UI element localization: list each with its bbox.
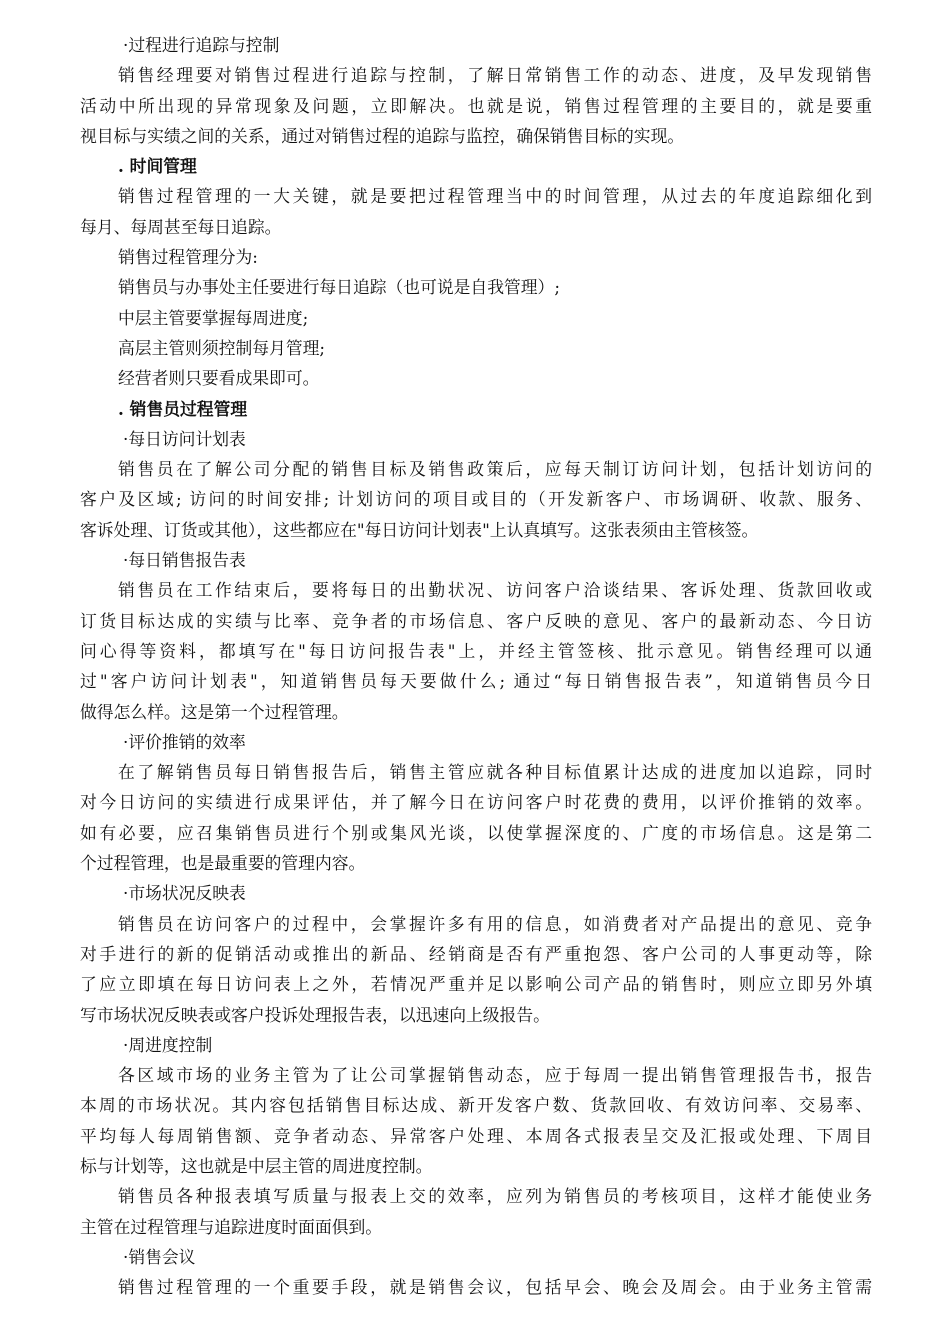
paragraph-line: 过"客户访问计划表"，知道销售员每天要做什么; 通过“每日销售报告表”，知道销售员今日: [80, 671, 872, 692]
paragraph-line: 主管在过程管理与追踪进度时面面俱到。: [80, 1216, 383, 1237]
paragraph-line: 问心得等资料，都填写在"每日访问报告表"上，并经主管签核、批示意见。销售经理可以通: [80, 640, 872, 661]
list-item: 中层主管要掌握每周进度;: [118, 307, 309, 328]
paragraph-line: 销售经理要对销售过程进行追踪与控制，了解日常销售工作的动态、进度，及早发现销售: [118, 65, 872, 86]
document-page: [80, 30, 872, 1302]
list-item: 高层主管则须控制每月管理;: [118, 337, 326, 358]
paragraph-line: 销售过程管理分为:: [118, 247, 258, 268]
paragraph-line: 标与计划等，这也就是中层主管的周进度控制。: [80, 1155, 433, 1176]
paragraph-line: 如有必要，应召集销售员进行个别或集风光谈，以使掌握深度的、广度的市场信息。这是第二: [80, 822, 872, 843]
paragraph-line: 平均每人每周销售额、竞争者动态、异常客户处理、本周各式报表呈交及汇报或处理、下周目: [80, 1125, 872, 1146]
subheading-weekly-progress: ·周进度控制: [123, 1034, 213, 1055]
paragraph-line: 做得怎么样。这是第一个过程管理。: [80, 701, 349, 722]
paragraph-line: 每月、每周甚至每日追踪。: [80, 216, 282, 237]
paragraph-line: 客户及区域; 访问的时间安排; 计划访问的项目或目的（开发新客户、市场调研、收款、服务、: [80, 489, 872, 510]
paragraph-line: 了应立即填在每日访问表上之外，若情况严重并足以影响公司产品的销售时，则应立即另外填: [80, 974, 872, 995]
subheading-market-status-report: ·市场状况反映表: [123, 883, 246, 904]
paragraph-line: 销售员各种报表填写质量与报表上交的效率，应列为销售员的考核项目，这样才能使业务: [118, 1186, 872, 1207]
section-heading-salesperson-process: . 销售员过程管理: [118, 398, 248, 419]
list-item: 销售员与办事处主任要进行每日追踪（也可说是自我管理）;: [118, 277, 560, 298]
paragraph-line: 对手进行的新的促销活动或推出的新品、经销商是否有严重抱怨、客户公司的人事更动等，除: [80, 943, 872, 964]
subheading-daily-visit-plan: ·每日访问计划表: [123, 428, 246, 449]
paragraph-line: 写市场状况反映表或客户投诉处理报告表，以迅速向上级报告。: [80, 1004, 550, 1025]
paragraph-line: 个过程管理，也是最重要的管理内容。: [80, 853, 366, 874]
paragraph-line: 销售过程管理的一个重要手段，就是销售会议，包括早会、晚会及周会。由于业务主管需: [118, 1277, 872, 1298]
subheading-process-tracking: ·过程进行追踪与控制: [123, 35, 280, 55]
paragraph-line: 订货目标达成的实绩与比率、竞争者的市场信息、客户反映的意见、客户的最新动态、今日访: [80, 610, 872, 631]
paragraph-line: 销售员在工作结束后，要将每日的出勤状况、访问客户洽谈结果、客诉处理、货款回收或: [118, 580, 872, 601]
paragraph-line: 各区域市场的业务主管为了让公司掌握销售动态，应于每周一提出销售管理报告书，报告: [118, 1065, 872, 1086]
paragraph-line: 客诉处理、订货或其他），这些都应在"每日访问计划表"上认真填写。这张表须由主管核签。: [80, 519, 759, 540]
paragraph-line: 本周的市场状况。其内容包括销售目标达成、新开发客户数、货款回收、有效访问率、交易率、: [80, 1095, 872, 1116]
paragraph-line: 销售员在了解公司分配的销售目标及销售政策后，应每天制订访问计划，包括计划访问的: [118, 459, 872, 480]
subheading-sales-meeting: ·销售会议: [123, 1246, 196, 1267]
paragraph-line: 对今日访问的实绩进行成果评估，并了解今日在访问客户时花费的费用，以评价推销的效率。: [80, 792, 872, 813]
list-item: 经营者则只要看成果即可。: [118, 368, 320, 389]
subheading-sales-efficiency: ·评价推销的效率: [123, 731, 246, 752]
subheading-daily-sales-report: ·每日销售报告表: [123, 550, 246, 571]
paragraph-line: 销售员在访问客户的过程中，会掌握许多有用的信息，如消费者对产品提出的意见、竞争: [118, 913, 872, 934]
paragraph-line: 视目标与实绩之间的关系，通过对销售过程的追踪与监控，确保销售目标的实现。: [80, 125, 685, 146]
paragraph-line: 活动中所出现的异常现象及问题，立即解决。也就是说，销售过程管理的主要目的，就是要重: [80, 95, 872, 116]
paragraph-line: 销售过程管理的一大关键，就是要把过程管理当中的时间管理，从过去的年度追踪细化到: [118, 186, 872, 207]
paragraph-line: 在了解销售员每日销售报告后，销售主管应就各种目标值累计达成的进度加以追踪，同时: [118, 762, 872, 783]
section-heading-time-management: . 时间管理: [118, 156, 197, 177]
